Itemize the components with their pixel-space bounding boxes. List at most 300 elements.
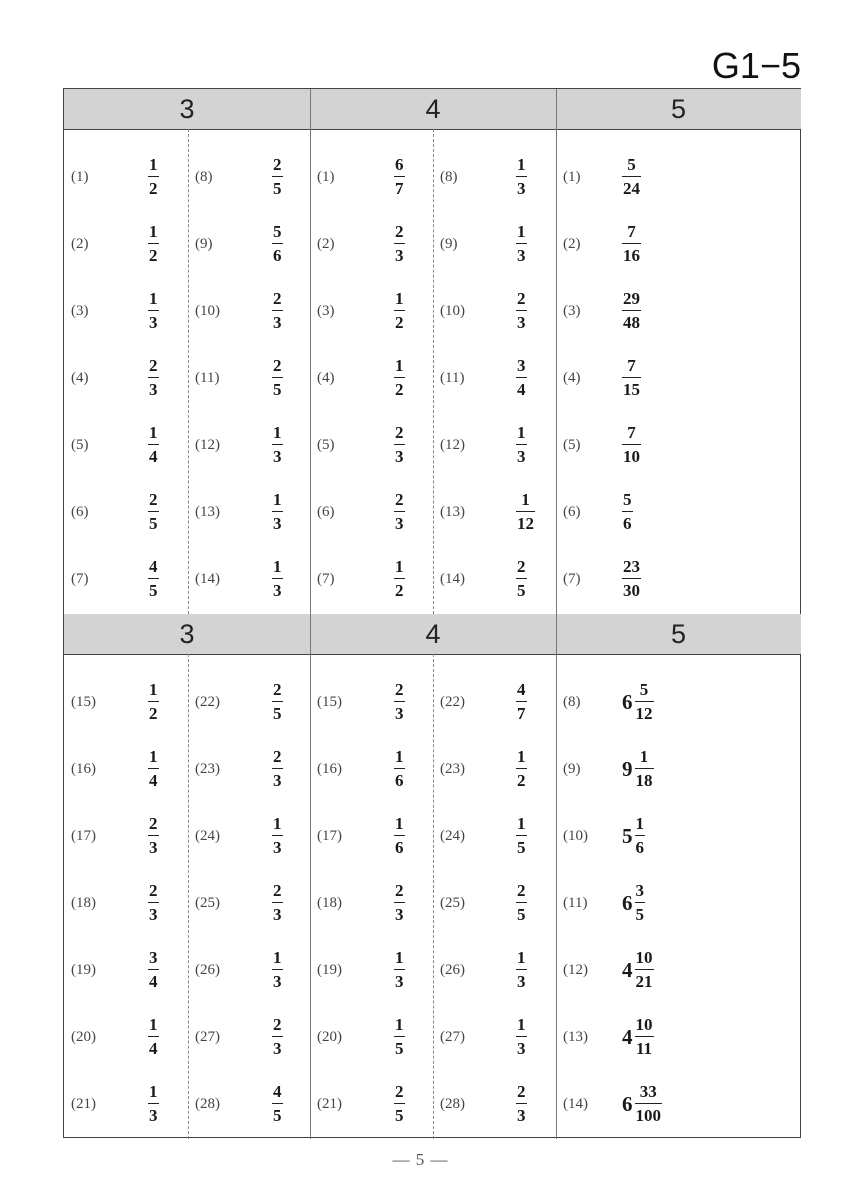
problem-label: (12) xyxy=(563,962,588,978)
problem-label: (21) xyxy=(71,1096,96,1112)
fraction-bar xyxy=(148,377,159,378)
answer-value xyxy=(148,1076,159,1132)
fraction-numerator: 2 xyxy=(273,881,282,900)
fraction xyxy=(272,747,283,791)
fraction-bar xyxy=(635,902,646,903)
fraction-numerator: 2 xyxy=(273,356,282,375)
fraction-denominator: 3 xyxy=(517,313,526,332)
fraction-numerator: 4 xyxy=(517,680,526,699)
fraction-denominator: 3 xyxy=(273,1039,282,1058)
dashed-divider xyxy=(188,129,189,614)
fraction-denominator: 3 xyxy=(395,905,404,924)
fraction-denominator: 3 xyxy=(273,972,282,991)
problem-label: (22) xyxy=(195,694,220,710)
fraction-denominator: 3 xyxy=(395,704,404,723)
answer-value xyxy=(148,484,159,540)
section-header-number: 4 xyxy=(425,94,441,124)
answer-value xyxy=(394,1009,405,1065)
fraction-bar xyxy=(148,835,159,836)
fraction-bar xyxy=(622,377,641,378)
fraction-numerator: 10 xyxy=(635,948,653,967)
fraction-bar xyxy=(394,176,405,177)
fraction xyxy=(516,557,527,601)
fraction-numerator: 1 xyxy=(149,747,158,766)
answer-value xyxy=(622,149,641,205)
fraction-bar xyxy=(394,377,405,378)
fraction-denominator: 2 xyxy=(149,179,158,198)
fraction-numerator: 1 xyxy=(639,747,649,766)
fraction xyxy=(394,155,405,199)
fraction-denominator: 6 xyxy=(395,771,404,790)
section-header xyxy=(556,614,801,655)
answer-value xyxy=(148,808,159,864)
fraction-bar xyxy=(394,578,405,579)
problem-label: (28) xyxy=(440,1096,465,1112)
answer-value xyxy=(516,808,527,864)
answer-value xyxy=(516,283,527,339)
fraction-numerator: 2 xyxy=(395,423,404,442)
answer-value xyxy=(272,1076,283,1132)
fraction-bar xyxy=(635,1036,654,1037)
fraction-numerator: 1 xyxy=(149,222,158,241)
problem-label: (5) xyxy=(71,437,89,453)
fraction-bar xyxy=(272,1036,283,1037)
fraction-numerator: 2 xyxy=(517,881,526,900)
answer-value xyxy=(394,875,405,931)
problem-label: (16) xyxy=(317,761,342,777)
fraction-numerator: 1 xyxy=(517,155,526,174)
section-header-number: 3 xyxy=(179,619,195,649)
answer-value xyxy=(148,149,159,205)
problem-label: (28) xyxy=(195,1096,220,1112)
fraction-denominator: 3 xyxy=(395,447,404,466)
fraction-bar xyxy=(272,578,283,579)
answer-value xyxy=(148,741,159,797)
fraction-denominator: 4 xyxy=(149,972,158,991)
fraction-denominator: 2 xyxy=(395,380,404,399)
fraction-numerator: 2 xyxy=(517,289,526,308)
answer-value xyxy=(516,741,527,797)
page-number: — 5 — xyxy=(392,1150,449,1169)
fraction-bar xyxy=(272,768,283,769)
fraction-numerator: 1 xyxy=(395,557,404,576)
answer-value xyxy=(516,350,527,406)
fraction-bar xyxy=(622,243,641,244)
fraction-bar xyxy=(394,310,405,311)
fraction xyxy=(635,948,654,992)
answer-value xyxy=(394,551,405,607)
fraction-bar xyxy=(272,243,283,244)
problem-label: (11) xyxy=(195,370,220,386)
fraction-denominator: 3 xyxy=(517,246,526,265)
problem-label: (18) xyxy=(317,895,342,911)
answer-value xyxy=(394,808,405,864)
problem-label: (25) xyxy=(440,895,465,911)
fraction-denominator: 18 xyxy=(635,771,653,790)
fraction xyxy=(516,490,535,534)
fraction-numerator: 5 xyxy=(639,680,649,699)
fraction-bar xyxy=(394,835,405,836)
problem-label: (24) xyxy=(440,828,465,844)
problem-label: (17) xyxy=(71,828,96,844)
answer-value xyxy=(272,875,283,931)
fraction-denominator: 6 xyxy=(635,838,644,857)
fraction-bar xyxy=(622,310,641,311)
fraction-bar xyxy=(394,902,405,903)
fraction xyxy=(148,423,159,467)
fraction-numerator: 1 xyxy=(635,814,644,833)
problem-label: (20) xyxy=(71,1029,96,1045)
fraction-numerator: 2 xyxy=(149,881,158,900)
fraction-bar xyxy=(394,511,405,512)
fraction-bar xyxy=(272,902,283,903)
section-header xyxy=(310,614,556,655)
fraction-denominator: 3 xyxy=(149,838,158,857)
fraction-bar xyxy=(635,835,646,836)
problem-label: (20) xyxy=(317,1029,342,1045)
answer-value xyxy=(622,1009,654,1065)
fraction-denominator: 3 xyxy=(517,179,526,198)
fraction-bar xyxy=(272,701,283,702)
fraction-denominator: 3 xyxy=(395,514,404,533)
problem-label: (4) xyxy=(563,370,581,386)
fraction-bar xyxy=(148,969,159,970)
fraction-numerator: 1 xyxy=(149,289,158,308)
answer-value xyxy=(394,942,405,998)
fraction-numerator: 2 xyxy=(395,881,404,900)
fraction-bar xyxy=(516,243,527,244)
fraction-numerator: 4 xyxy=(273,1082,282,1101)
fraction-denominator: 7 xyxy=(395,179,404,198)
fraction-denominator: 3 xyxy=(273,514,282,533)
fraction xyxy=(394,557,405,601)
answer-value xyxy=(622,417,641,473)
fraction-numerator: 1 xyxy=(517,814,526,833)
problem-label: (7) xyxy=(71,571,89,587)
fraction xyxy=(622,423,641,467)
fraction-bar xyxy=(516,444,527,445)
fraction-bar xyxy=(635,768,654,769)
problem-label: (2) xyxy=(317,236,335,252)
problem-label: (14) xyxy=(195,571,220,587)
answer-value xyxy=(394,216,405,272)
answer-value xyxy=(272,417,283,473)
problem-label: (15) xyxy=(71,694,96,710)
fraction-denominator: 5 xyxy=(273,1106,282,1125)
fraction xyxy=(148,356,159,400)
problem-label: (11) xyxy=(440,370,465,386)
fraction xyxy=(148,1082,159,1126)
fraction-denominator: 12 xyxy=(517,514,534,533)
problem-label: (4) xyxy=(317,370,335,386)
fraction xyxy=(272,155,283,199)
fraction-bar xyxy=(635,1103,663,1104)
answer-value xyxy=(394,741,405,797)
fraction-denominator: 5 xyxy=(517,838,526,857)
fraction-denominator: 4 xyxy=(149,447,158,466)
fraction xyxy=(516,881,527,925)
dashed-divider xyxy=(433,129,434,614)
mixed-number-whole: 6 xyxy=(622,890,633,915)
problem-label: (3) xyxy=(317,303,335,319)
answer-value xyxy=(148,674,159,730)
fraction-denominator: 6 xyxy=(623,514,632,533)
fraction-denominator: 7 xyxy=(517,704,526,723)
fraction xyxy=(622,557,641,601)
problem-label: (9) xyxy=(195,236,213,252)
fraction-denominator: 3 xyxy=(273,581,282,600)
fraction xyxy=(148,490,159,534)
problem-label: (8) xyxy=(563,694,581,710)
fraction-denominator: 6 xyxy=(395,838,404,857)
fraction-numerator: 23 xyxy=(623,557,640,576)
answer-value xyxy=(516,484,535,540)
fraction-numerator: 3 xyxy=(517,356,526,375)
answer-value xyxy=(622,942,654,998)
fraction-bar xyxy=(516,902,527,903)
fraction xyxy=(635,881,646,925)
fraction-denominator: 48 xyxy=(623,313,640,332)
answer-value xyxy=(394,674,405,730)
mixed-number-whole: 4 xyxy=(622,957,633,982)
page-code: G1−5 xyxy=(711,45,801,86)
fraction-bar xyxy=(516,176,527,177)
fraction-bar xyxy=(516,969,527,970)
fraction-numerator: 2 xyxy=(149,356,158,375)
fraction-bar xyxy=(394,768,405,769)
answer-value xyxy=(148,1009,159,1065)
fraction-bar xyxy=(148,243,159,244)
fraction-numerator: 2 xyxy=(149,814,158,833)
fraction-bar xyxy=(148,511,159,512)
fraction-numerator: 1 xyxy=(273,948,282,967)
fraction-numerator: 1 xyxy=(273,490,282,509)
fraction-denominator: 2 xyxy=(517,771,526,790)
fraction-denominator: 12 xyxy=(635,704,653,723)
fraction-bar xyxy=(272,969,283,970)
answer-table xyxy=(63,88,801,1138)
fraction xyxy=(394,680,405,724)
fraction xyxy=(516,289,527,333)
fraction-bar xyxy=(272,511,283,512)
fraction xyxy=(148,948,159,992)
fraction-denominator: 4 xyxy=(149,1039,158,1058)
fraction-denominator: 3 xyxy=(149,905,158,924)
fraction-numerator: 7 xyxy=(627,356,636,375)
fraction-numerator: 1 xyxy=(517,423,526,442)
fraction-denominator: 3 xyxy=(395,246,404,265)
problem-label: (23) xyxy=(195,761,220,777)
answer-value xyxy=(516,942,527,998)
problem-label: (6) xyxy=(317,504,335,520)
answer-value xyxy=(394,417,405,473)
fraction xyxy=(516,948,527,992)
fraction xyxy=(516,356,527,400)
fraction-denominator: 5 xyxy=(395,1039,404,1058)
fraction-numerator: 7 xyxy=(627,423,636,442)
problem-label: (18) xyxy=(71,895,96,911)
answer-value xyxy=(148,417,159,473)
fraction-bar xyxy=(394,444,405,445)
problem-label: (21) xyxy=(317,1096,342,1112)
fraction xyxy=(394,423,405,467)
fraction-numerator: 2 xyxy=(273,1015,282,1034)
fraction-bar xyxy=(516,310,527,311)
fraction-denominator: 5 xyxy=(517,905,526,924)
problem-label: (9) xyxy=(563,761,581,777)
fraction-numerator: 1 xyxy=(149,1015,158,1034)
problem-label: (11) xyxy=(563,895,588,911)
fraction-bar xyxy=(516,377,527,378)
dashed-divider xyxy=(188,654,189,1139)
answer-value xyxy=(148,551,159,607)
answer-value xyxy=(622,350,641,406)
answer-value xyxy=(622,551,641,607)
fraction-bar xyxy=(148,444,159,445)
fraction-denominator: 2 xyxy=(395,581,404,600)
fraction-numerator: 1 xyxy=(395,814,404,833)
fraction xyxy=(148,155,159,199)
fraction-denominator: 3 xyxy=(273,313,282,332)
mixed-number-whole: 6 xyxy=(622,689,633,714)
fraction-denominator: 3 xyxy=(149,313,158,332)
answer-value xyxy=(272,741,283,797)
section-divider xyxy=(556,614,557,1139)
fraction-numerator: 1 xyxy=(149,155,158,174)
section-header-number: 3 xyxy=(179,94,195,124)
fraction-denominator: 16 xyxy=(623,246,640,265)
problem-label: (4) xyxy=(71,370,89,386)
fraction-denominator: 30 xyxy=(623,581,640,600)
fraction xyxy=(394,222,405,266)
fraction xyxy=(148,747,159,791)
fraction xyxy=(516,747,527,791)
answer-value xyxy=(394,350,405,406)
fraction xyxy=(516,155,527,199)
fraction-numerator: 2 xyxy=(273,155,282,174)
answer-value xyxy=(516,149,527,205)
fraction xyxy=(622,155,641,199)
problem-label: (8) xyxy=(440,169,458,185)
fraction-numerator: 10 xyxy=(635,1015,653,1034)
fraction-denominator: 3 xyxy=(517,1039,526,1058)
answer-block-top xyxy=(64,89,800,615)
answer-value xyxy=(394,149,405,205)
fraction-denominator: 21 xyxy=(635,972,653,991)
fraction-bar xyxy=(622,176,641,177)
fraction-denominator: 4 xyxy=(517,380,526,399)
problem-label: (22) xyxy=(440,694,465,710)
fraction-numerator: 1 xyxy=(395,1015,404,1034)
fraction xyxy=(635,814,646,858)
fraction-denominator: 3 xyxy=(149,1106,158,1125)
answer-value xyxy=(272,484,283,540)
answer-value xyxy=(148,350,159,406)
fraction-numerator: 3 xyxy=(635,881,644,900)
answer-value xyxy=(622,875,645,931)
answer-value xyxy=(272,1009,283,1065)
fraction-bar xyxy=(148,176,159,177)
fraction-numerator: 1 xyxy=(521,490,530,509)
problem-label: (24) xyxy=(195,828,220,844)
fraction xyxy=(394,356,405,400)
problem-label: (13) xyxy=(440,504,465,520)
fraction-numerator: 1 xyxy=(395,948,404,967)
fraction-denominator: 4 xyxy=(149,771,158,790)
fraction-numerator: 29 xyxy=(623,289,640,308)
problem-label: (12) xyxy=(195,437,220,453)
problem-label: (8) xyxy=(195,169,213,185)
fraction-numerator: 2 xyxy=(517,557,526,576)
fraction-numerator: 1 xyxy=(517,747,526,766)
fraction-denominator: 5 xyxy=(149,581,158,600)
fraction xyxy=(148,289,159,333)
mixed-number-whole: 5 xyxy=(622,823,633,848)
fraction xyxy=(272,557,283,601)
fraction xyxy=(516,222,527,266)
fraction-denominator: 5 xyxy=(517,581,526,600)
mixed-number-whole: 9 xyxy=(622,756,633,781)
section-divider xyxy=(310,614,311,1139)
fraction-numerator: 33 xyxy=(639,1082,657,1101)
fraction xyxy=(272,356,283,400)
problem-label: (5) xyxy=(317,437,335,453)
problem-label: (14) xyxy=(563,1096,588,1112)
fraction-denominator: 3 xyxy=(395,972,404,991)
problem-label: (1) xyxy=(317,169,335,185)
fraction xyxy=(394,948,405,992)
problem-label: (25) xyxy=(195,895,220,911)
fraction-denominator: 24 xyxy=(623,179,640,198)
fraction-numerator: 1 xyxy=(273,557,282,576)
problem-label: (19) xyxy=(71,962,96,978)
answer-value xyxy=(622,674,654,730)
fraction xyxy=(148,814,159,858)
fraction-numerator: 2 xyxy=(395,680,404,699)
fraction-bar xyxy=(516,768,527,769)
fraction xyxy=(394,747,405,791)
fraction-numerator: 2 xyxy=(395,1082,404,1101)
answer-value xyxy=(622,283,641,339)
dashed-divider xyxy=(433,654,434,1139)
fraction xyxy=(272,1082,283,1126)
problem-label: (7) xyxy=(317,571,335,587)
fraction-denominator: 5 xyxy=(273,179,282,198)
problem-label: (2) xyxy=(563,236,581,252)
problem-label: (17) xyxy=(317,828,342,844)
answer-value xyxy=(148,942,159,998)
problem-label: (10) xyxy=(195,303,220,319)
fraction-denominator: 15 xyxy=(623,380,640,399)
fraction xyxy=(272,1015,283,1059)
fraction-numerator: 4 xyxy=(149,557,158,576)
fraction-bar xyxy=(272,1103,283,1104)
mixed-number-whole: 4 xyxy=(622,1024,633,1049)
fraction-bar xyxy=(516,511,535,512)
answer-value xyxy=(272,942,283,998)
fraction xyxy=(148,222,159,266)
answer-value xyxy=(516,1009,527,1065)
fraction xyxy=(272,490,283,534)
fraction-bar xyxy=(622,444,641,445)
fraction-bar xyxy=(394,1103,405,1104)
fraction xyxy=(394,1082,405,1126)
problem-label: (2) xyxy=(71,236,89,252)
problem-label: (15) xyxy=(317,694,342,710)
problem-label: (16) xyxy=(71,761,96,777)
fraction-denominator: 11 xyxy=(635,1039,653,1058)
answer-value xyxy=(272,350,283,406)
